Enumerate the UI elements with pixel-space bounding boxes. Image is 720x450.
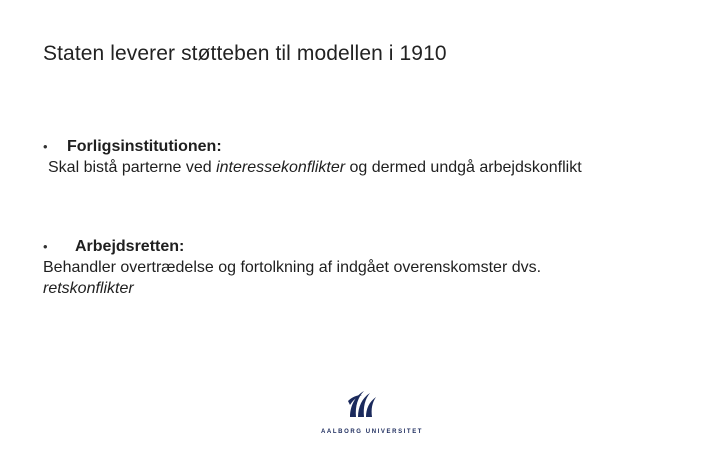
slide-title: Staten leverer støtteben til modellen i 1910 (43, 42, 447, 65)
item-text: Behandler overtrædelse og fortolkning af indgået overenskomster dvs. (43, 259, 542, 276)
item-heading: Arbejdsretten: (75, 238, 185, 255)
item-text-italic: interessekonflikter (216, 159, 346, 176)
aalborg-university-logo (321, 388, 424, 440)
bullet: • (43, 239, 48, 254)
logo-text: AALBORG UNIVERSITET (321, 429, 424, 435)
item-heading: Forligsinstitutionen: (67, 138, 222, 155)
item-heading-line (43, 136, 582, 157)
aalborg-university-logo-icon (346, 388, 380, 418)
item-text-end: og dermed undgå arbejdskonflikt (345, 159, 582, 176)
content-item-forligsinstitutionen (43, 136, 582, 178)
item-text-italic: retskonflikter (43, 280, 134, 297)
bullet: • (43, 139, 48, 154)
content-item-arbejdsretten (43, 236, 541, 299)
item-text-start: Skal bistå parterne ved (48, 159, 217, 176)
item-heading-line (43, 236, 541, 257)
item-text (43, 157, 582, 178)
